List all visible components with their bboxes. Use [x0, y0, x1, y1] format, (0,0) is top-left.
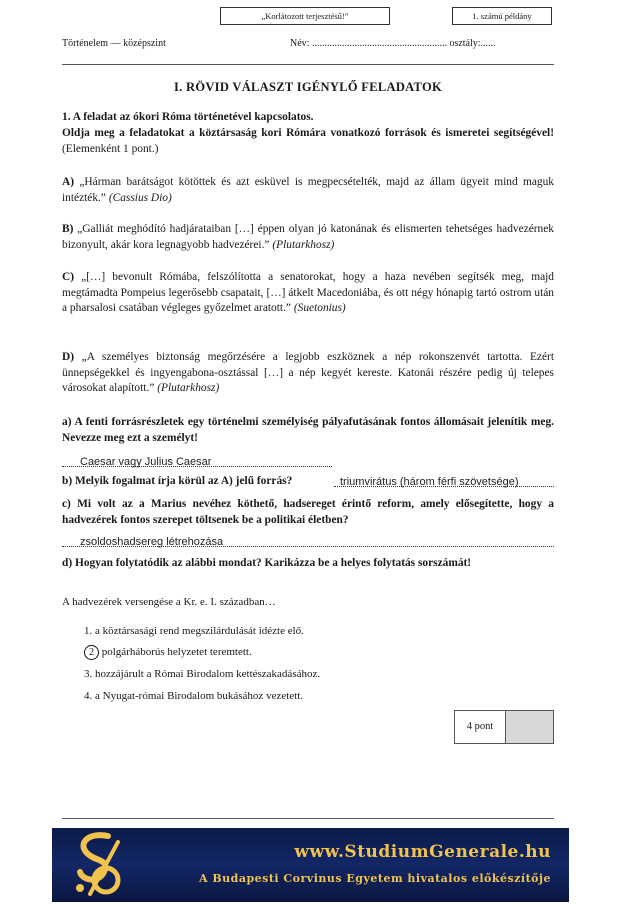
answer-b: triumvirátus (három férfi szövetsége) [340, 476, 519, 488]
source-a [62, 175, 554, 206]
name-label: Név: [290, 38, 310, 49]
source-a-cite: (Cassius Dio) [108, 191, 172, 204]
copy-number-label: 1. számú példány [452, 7, 552, 25]
option-4-text: a Nyugat-római Birodalom bukásához vezetett. [95, 690, 304, 702]
task-intro-line1: 1. A feladat az ókori Róma történetével kapcsolatos. [62, 111, 314, 123]
task-intro-points: (Elemenként 1 pont.) [62, 142, 159, 155]
question-a: a) A fenti forrásrészletek egy történelmi személyiség pályafutásának fontos állomásait jelenítik meg. Nevezze meg ezt a személyt! [62, 416, 554, 444]
option-4 [84, 690, 303, 702]
option-2-circled-number: 2 [84, 645, 99, 660]
footer-rule [62, 818, 554, 819]
source-c-letter: C) [62, 271, 75, 283]
banner-tagline: A Budapesti Corvinus Egyetem hivatalos előkészítője [198, 872, 551, 885]
source-b [62, 222, 554, 253]
section-title: I. RÖVID VÁLASZT IGÉNYLŐ FELADATOK [173, 80, 442, 94]
studium-logo-icon [60, 828, 140, 902]
source-d-text: „A személyes biztonság megőrzésére a legjobb eszköznek a nép rokonszenvét tartotta. Ezért ünnepségekkel és ingyengabona-osztással […] a nép kegyét kereste. Katonái részére pedig új telepes városokat alapított.” [62, 351, 554, 395]
restricted-label: „Korlátozott terjesztésű!” [220, 7, 390, 25]
header-rule [62, 64, 554, 65]
name-field [290, 38, 496, 49]
answer-c: zsoldoshadsereg létrehozása [80, 536, 224, 548]
option-3 [84, 668, 320, 680]
option-1 [84, 625, 304, 637]
name-dots: ...................................................... [311, 38, 447, 49]
source-c-cite: (Suetonius) [293, 302, 346, 315]
source-b-cite: (Plutarkhosz) [272, 238, 335, 251]
answer-c-line [62, 532, 554, 547]
answer-a: Caesar vagy Julius Caesar [80, 456, 212, 468]
source-b-letter: B) [62, 223, 74, 235]
option-1-number: 1. [84, 625, 93, 637]
option-2 [84, 645, 252, 660]
source-d [62, 350, 554, 397]
sentence-stem: A hadvezérek versengése a Kr. e. I. században… [62, 596, 276, 608]
answer-b-line [334, 472, 554, 487]
source-c-text: „[…] bevonult Rómába, felszólította a senatorokat, hogy a haza nevében segítsék meg, majd megtámadta Pompeius legerősebb csapatait, […] átkelt Macedoniába, és ott négy hónapig tartó ostrom után a pharsalosi csatában végleges győzelmet aratott.” [62, 271, 554, 315]
website-url: www.StudiumGenerale.hu [294, 842, 551, 862]
option-3-text: hozzájárult a Római Birodalom kettészakadásához. [95, 668, 321, 680]
question-b: b) Melyik fogalmat írja körül az A) jelű forrás? [62, 475, 293, 487]
source-a-text: „Hárman barátságot kötöttek és azt esküvel is megpecsételték, majd az állam ügyeit mind maguk intézték.” [62, 176, 554, 204]
points-score-cell [506, 711, 553, 743]
question-c: c) Mi volt az a Marius nevéhez köthető, hadsereget érintő reform, amely elősegítette, hogy a hadvezérek fontos szerepet töltsenek be a politikai életben? [62, 498, 554, 526]
points-box [454, 710, 554, 744]
source-a-letter: A) [62, 176, 75, 188]
class-label: osztály:...... [449, 38, 496, 49]
footer-banner [52, 828, 569, 902]
source-c [62, 270, 554, 317]
answer-a-line [62, 452, 332, 467]
source-b-text: „Galliát meghódító hadjárataiban […] éppen olyan jó katonának és elismerten tehetséges hadvezérnek bizonyult, akár kora legnagyobb hadvezérei.” [62, 223, 554, 251]
source-d-cite: (Plutarkhosz) [157, 382, 220, 395]
option-2-text: polgárháborús helyzetet teremtett. [101, 646, 252, 658]
points-label: 4 pont [455, 711, 506, 743]
source-d-letter: D) [62, 351, 75, 363]
task-intro-line2: Oldja meg a feladatokat a köztársaság kori Rómára vonatkozó források és ismeretei segítségével! [62, 127, 554, 139]
option-1-text: a köztársasági rend megszilárdulását idézte elő. [95, 625, 304, 637]
option-4-number: 4. [84, 690, 93, 702]
question-d: d) Hogyan folytatódik az alábbi mondat? Karikázza be a helyes folytatás sorszámát! [62, 557, 472, 569]
subject-label: Történelem — középszint [62, 38, 166, 49]
task-intro [62, 126, 554, 157]
option-3-number: 3. [84, 668, 93, 680]
